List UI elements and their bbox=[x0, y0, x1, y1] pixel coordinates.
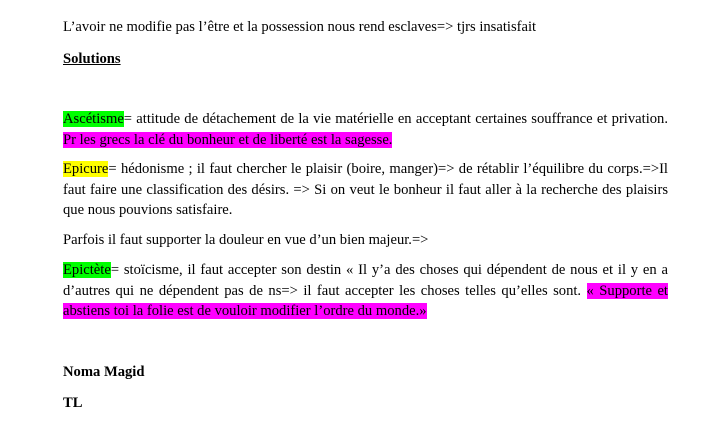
author-class-text: TL bbox=[63, 395, 83, 411]
solutions-heading bbox=[63, 49, 668, 70]
epicure-definition: = hédonisme ; il faut chercher le plaisir (boire, manger)=> de rétablir l’équilibre du corps.=>Il faut faire une classification des désirs. => Si on veut le bonheur il faut aller à la recherche des plaisirs que nous pouvions satisfaire. bbox=[63, 161, 668, 218]
epicure-term: Epicure bbox=[63, 161, 109, 177]
solutions-heading-text: Solutions bbox=[63, 51, 121, 67]
author-name-text: Noma Magid bbox=[63, 364, 145, 380]
intro-line bbox=[63, 17, 668, 38]
epictete-quote-highlight: « Supporte et abstiens toi la folie est de vouloir modifier l’ordre du monde.» bbox=[63, 282, 668, 319]
ascetisme-term: Ascétisme bbox=[63, 111, 124, 127]
ascetisme-highlight: Pr les grecs la clé du bonheur et de liberté est la sagesse. bbox=[63, 131, 393, 148]
ascetisme-paragraph bbox=[63, 109, 668, 150]
author-class bbox=[63, 393, 668, 414]
author-name bbox=[63, 362, 668, 383]
ascetisme-definition: = attitude de détachement de la vie matérielle en acceptant certaines souffrance et privation. bbox=[123, 111, 668, 127]
parfois-text: Parfois il faut supporter la douleur en vue d’un bien majeur.=> bbox=[63, 232, 429, 248]
epictete-definition: = stoïcisme, il faut accepter son destin « Il y’a des choses qui dépendent de nous et il y en a d’autres qui ne dépendent pas de ns=> il faut accepter les choses telles qu’elles sont. bbox=[63, 262, 668, 299]
intro-text: L’avoir ne modifie pas l’être et la possession nous rend esclaves=> tjrs insatisfait bbox=[63, 19, 537, 35]
parfois-paragraph bbox=[63, 230, 668, 251]
epictete-term: Epictète bbox=[63, 262, 111, 278]
epictete-paragraph bbox=[63, 260, 668, 322]
epicure-paragraph bbox=[63, 159, 668, 221]
